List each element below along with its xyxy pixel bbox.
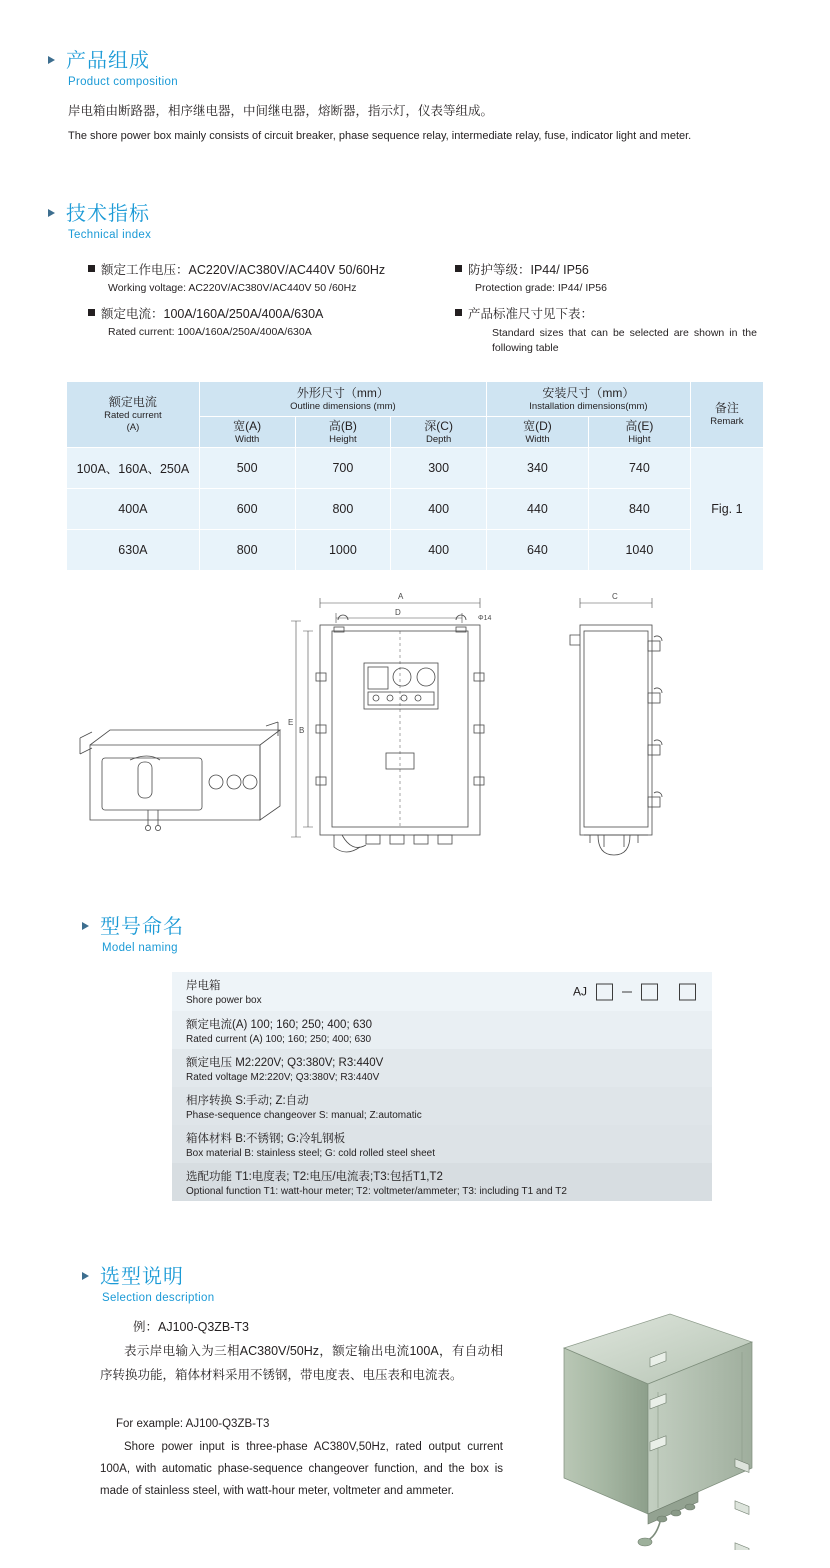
cell-rated-current: 100A、160A、250A <box>67 448 200 489</box>
model-naming-row-box-material <box>172 1125 712 1163</box>
product-composition-en-text: The shore power box mainly consists of circuit breaker, phase sequence relay, intermediate relay, fuse, indicator light and meter. <box>68 130 692 142</box>
selection-en-example: For example: AJ100-Q3ZB-T3 <box>116 1418 270 1430</box>
model-naming-row-rated-current <box>172 1011 712 1049</box>
model-naming-diagram <box>172 972 712 1201</box>
cell-install-height-e: 740 <box>588 448 690 489</box>
tech-item-protection-grade: 防护等级：IP44/ IP56 <box>455 260 775 278</box>
specification-table <box>66 381 764 571</box>
row-label-cn: 选配功能 T1:电度表; T2:电压/电流表;T3:包括T1,T2 <box>186 1171 443 1183</box>
section-title-cn: 产品组成 <box>66 50 150 72</box>
code-box-3[interactable] <box>679 983 696 1000</box>
th-install-height: 高(E) Hight <box>588 417 690 448</box>
svg-text:C: C <box>612 592 618 601</box>
table-row <box>67 489 764 530</box>
cell-install-height-e: 840 <box>588 489 690 530</box>
section-heading-selection-description <box>82 1266 422 1305</box>
bullet-arrow-icon <box>82 1272 89 1280</box>
row-label-en: Shore power box <box>186 995 262 1006</box>
row-label-en: Phase-sequence changeover S: manual; Z:automatic <box>186 1110 422 1121</box>
code-box-1[interactable] <box>596 983 613 1000</box>
th-outline-width: 宽(A) Width <box>199 417 295 448</box>
svg-text:D: D <box>395 608 401 617</box>
selection-cn-body: 表示岸电输入为三相AC380V/50Hz，额定输出电流100A，有自动相序转换功能，箱体材料采用不锈钢，带电度表、电压表和电流表。 <box>100 1344 503 1382</box>
model-naming-row-phase-changeover <box>172 1087 712 1125</box>
row-label-cn: 岸电箱 <box>186 980 221 992</box>
model-naming-row-optional-function <box>172 1163 712 1201</box>
table-header-row-1 <box>67 382 764 417</box>
cell-depth-c: 300 <box>391 448 487 489</box>
section-title-cn: 技术指标 <box>66 203 150 225</box>
tech-item-standard-sizes: 产品标准尺寸见下表： <box>455 304 775 322</box>
section-heading-model-naming <box>82 916 422 955</box>
cell-depth-c: 400 <box>391 530 487 571</box>
cell-height-b: 800 <box>295 489 391 530</box>
row-label-cn: 额定电压 M2:220V; Q3:380V; R3:440V <box>186 1057 384 1069</box>
section-title-en: Model naming <box>102 942 178 954</box>
row-label-en: Optional function T1: watt-hour meter; T2: voltmeter/ammeter; T3: including T1 and T2 <box>186 1186 567 1197</box>
row-label-en: Rated voltage M2:220V; Q3:380V; R3:440V <box>186 1072 380 1083</box>
square-bullet-icon <box>455 309 462 316</box>
tech-item-rated-current-en: Rated current: 100A/160A/250A/400A/630A <box>108 326 312 338</box>
svg-text:B: B <box>299 726 305 735</box>
section-title-en: Selection description <box>102 1292 215 1304</box>
cell-rated-current: 400A <box>67 489 200 530</box>
cell-install-height-e: 1040 <box>588 530 690 571</box>
bullet-arrow-icon <box>48 56 55 64</box>
cell-install-width-d: 440 <box>487 489 589 530</box>
svg-text:Φ14: Φ14 <box>478 615 492 622</box>
square-bullet-icon <box>88 265 95 272</box>
row-label-en: Box material B: stainless steel; G: cold rolled steel sheet <box>186 1148 436 1159</box>
model-code-group <box>573 983 696 1000</box>
code-dash <box>622 991 632 992</box>
table-row <box>67 448 764 489</box>
section-title-en: Technical index <box>68 229 152 241</box>
cell-rated-current: 630A <box>67 530 200 571</box>
row-label-en: Rated current (A) 100; 160; 250; 400; 630 <box>186 1034 372 1045</box>
row-label-cn: 箱体材料 B:不锈钢; G:冷轧钢板 <box>186 1133 346 1145</box>
cell-width-a: 600 <box>199 489 295 530</box>
tech-item-working-voltage-en: Working voltage: AC220V/AC380V/AC440V 50 /60Hz <box>108 282 357 294</box>
table-row <box>67 530 764 571</box>
cell-height-b: 1000 <box>295 530 391 571</box>
model-naming-row-box <box>172 972 712 1011</box>
code-box-2[interactable] <box>641 983 658 1000</box>
model-naming-row-rated-voltage <box>172 1049 712 1087</box>
cell-install-width-d: 340 <box>487 448 589 489</box>
cell-remark: Fig. 1 <box>690 448 763 571</box>
square-bullet-icon <box>88 309 95 316</box>
row-label-cn: 相序转换 S:手动; Z:自动 <box>186 1095 309 1107</box>
th-outline-dimensions: 外形尺寸（mm） Outline dimensions (mm) <box>199 382 486 417</box>
section-heading-technical-index <box>48 203 388 242</box>
tech-item-standard-sizes-en: Standard sizes that can be selected are shown in the following table <box>492 327 757 354</box>
th-installation-dimensions: 安装尺寸（mm） Installation dimensions(mm) <box>487 382 691 417</box>
th-remark: 备注 Remark <box>690 382 763 448</box>
selection-en-body: Shore power input is three-phase AC380V,50Hz, rated output current 100A, with automatic phase-sequence changeover function, and the box is made of stainless steel, with watt-hour meter, voltmeter and ammeter. <box>100 1441 503 1497</box>
th-outline-height: 高(B) Height <box>295 417 391 448</box>
svg-text:E: E <box>288 718 294 727</box>
th-install-width: 宽(D) Width <box>487 417 589 448</box>
cell-depth-c: 400 <box>391 489 487 530</box>
cell-height-b: 700 <box>295 448 391 489</box>
product-photo <box>530 1300 780 1550</box>
selection-cn-example: 例：AJ100-Q3ZB-T3 <box>133 1320 250 1334</box>
model-code-prefix: AJ <box>572 984 587 999</box>
technical-drawings <box>60 580 760 870</box>
section-heading-product-composition <box>48 50 388 89</box>
tech-item-protection-grade-en: Protection grade: IP44/ IP56 <box>475 282 607 294</box>
section-title-cn: 型号命名 <box>100 916 184 938</box>
square-bullet-icon <box>455 265 462 272</box>
tech-item-working-voltage: 额定工作电压：AC220V/AC380V/AC440V 50/60Hz <box>88 260 448 278</box>
row-label-cn: 额定电流(A) 100; 160; 250; 400; 630 <box>186 1019 373 1031</box>
th-outline-depth: 深(C) Depth <box>391 417 487 448</box>
tech-item-rated-current: 额定电流：100A/160A/250A/400A/630A <box>88 304 448 322</box>
cell-install-width-d: 640 <box>487 530 589 571</box>
th-rated-current: 额定电流 Rated current (A) <box>67 382 200 448</box>
cell-width-a: 800 <box>199 530 295 571</box>
cell-width-a: 500 <box>199 448 295 489</box>
product-composition-cn-text: 岸电箱由断路器，相序继电器，中间继电器，熔断器，指示灯，仪表等组成。 <box>68 104 494 118</box>
bullet-arrow-icon <box>48 209 55 217</box>
svg-text:A: A <box>398 592 404 601</box>
bullet-arrow-icon <box>82 922 89 930</box>
section-title-cn: 选型说明 <box>100 1266 184 1288</box>
section-title-en: Product composition <box>68 76 178 88</box>
